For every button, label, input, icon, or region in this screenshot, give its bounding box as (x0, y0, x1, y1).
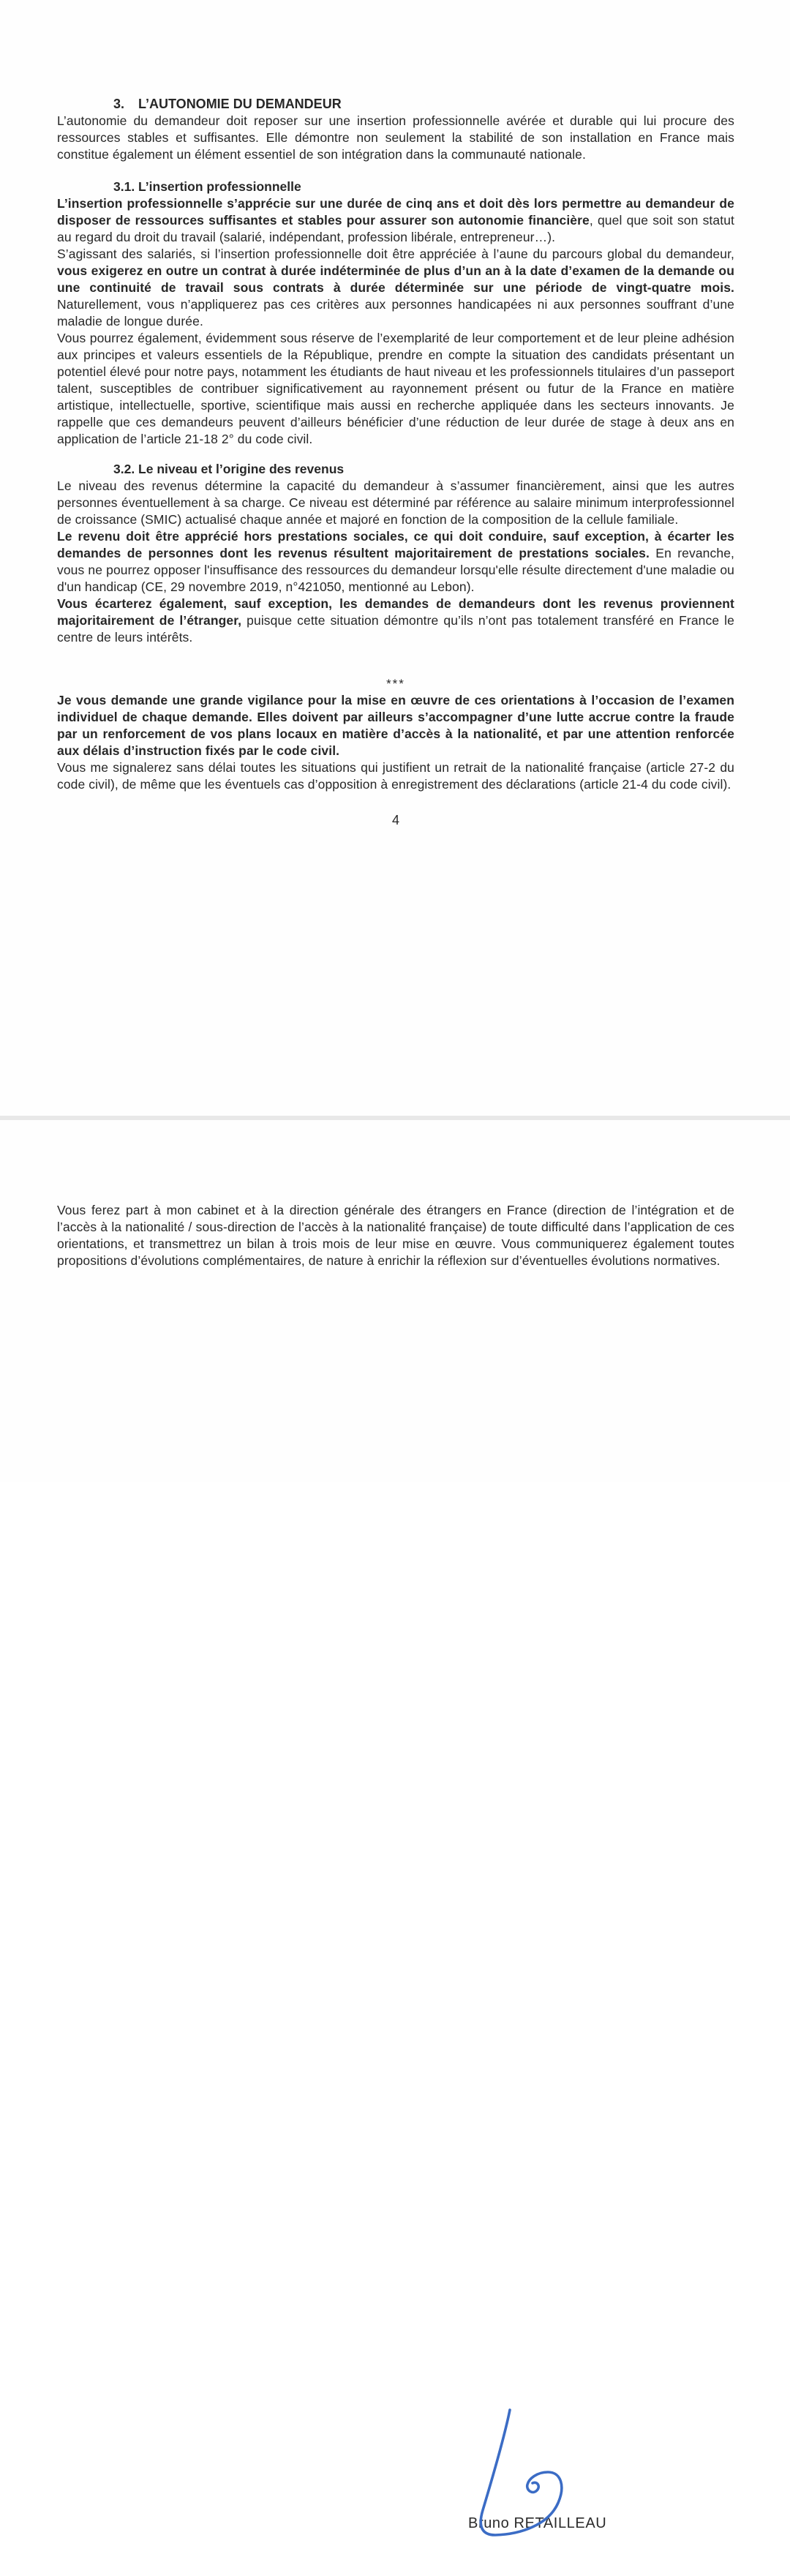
page-number: 4 (391, 813, 399, 827)
paragraph-salaries-contrat (57, 246, 734, 330)
paragraph-autonomie-intro: L’autonomie du demandeur doit reposer sur une insertion professionnelle avérée et durable qui lui procure des ressources stables et suffisantes. Elle démontre non seulement la stabilité de son installation en France mais constitue également un élément essentiel de son intégration dans la communauté nationale. (57, 113, 734, 162)
subsection-heading-3-2: 3.2. Le niveau et l’origine des revenus (113, 462, 345, 476)
signatory-name: Bruno RETAILLEAU (468, 2515, 607, 2531)
paragraph-revenus-etranger (57, 596, 734, 646)
paragraph-vigilance: Je vous demande une grande vigilance pour la mise en œuvre de ces orientations à l’occasion de l’examen individuel de chaque demande. Elles doivent par ailleurs s’accompagner d’une lutte accrue contre la fraude par un renforcement de vos plans locaux en matière d’accès à la nationalité, et par une attention renforcée aux délais d’instruction fixés par le code civil. (57, 693, 734, 758)
paragraph-insertion-professionnelle (57, 195, 734, 246)
subsection-heading-3-1: 3.1. L’insertion professionnelle (113, 179, 301, 194)
section-heading (57, 96, 734, 113)
paragraph-niveau-revenus: Le niveau des revenus détermine la capacité du demandeur à s’assumer financièrement, ainsi que les autres personnes éventuellement à sa charge. Ce niveau est déterminé par référence au salaire minimum interprofessionnel de croissance (SMIC) actualisé chaque année et majoré en fonction de la composition de la cellule familiale. (57, 478, 734, 527)
text-run: , quel que soit son statut au regard du droit du travail (salarié, indépendant, profession libérale, entrepreneur…). (57, 213, 734, 244)
signature-block (0, 2408, 790, 2576)
document-page-4 (0, 0, 790, 1116)
paragraph-potentiel-eleve: Vous pourrez également, évidemment sous réserve de l’exemplarité de leur comportement et de leur pleine adhésion aux principes et valeurs essentiels de la République, prendre en compte la situation des candidats présentant un potentiel élevé pour notre pays, notamment les étudiants de haut niveau et les professionnels titulaires d’un passeport talent, susceptibles de contribuer significativement au rayonnement présent ou futur de la France en matière artistique, intellectuelle, sportive, scientifique mais aussi en recherche appliquée dans les secteurs innovants. Je rappelle que ces demandeurs peuvent d’ailleurs bénéficier d’une réduction de leur durée de stage à deux ans en application de l’article 21-18 2° du code civil. (57, 331, 734, 446)
text-run: puisque cette situation démontre qu’ils n’ont pas totalement transféré en France le centre de leurs intérêts. (57, 613, 734, 645)
handwritten-signature-icon (439, 2408, 592, 2554)
text-run: Naturellement, vous n’appliquerez pas ces critères aux personnes handicapées ni aux personnes souffrant d’une maladie de longue durée. (57, 297, 734, 328)
bold-run: vous exigerez en outre un contrat à durée indéterminée de plus d’un an à la date d’examen de la demande ou une continuité de travail sous contrats à durée déterminée sur une période de vingt-quatre mois. (57, 263, 734, 295)
paragraph-prestations-sociales (57, 528, 734, 596)
paragraph-bilan-cabinet: Vous ferez part à mon cabinet et à la direction générale des étrangers en France (direction de l’intégration et de l’accès à la nationalité / sous-direction de l’accès à la nationalité française) de toute difficulté dans l’application de ces orientations, et transmettrez un bilan à trois mois de leur mise en œuvre. Vous communiquerez également toutes propositions d’évolutions complémentaires, de nature à enrichir la réflexion sur d’éventuelles évolutions normatives. (57, 1203, 734, 1268)
document-page-5-top (0, 1120, 790, 2531)
bold-run: Vous écarterez également, sauf exception, les demandes de demandeurs dont les revenus proviennent majoritairement de l’étranger, (57, 596, 734, 628)
text-run: En revanche, vous ne pourrez opposer l'insuffisance des ressources du demandeur lorsqu'elle résulte directement d'une maladie ou d'un handicap (CE, 29 novembre 2019, n°421050, mentionné au Lebon). (57, 546, 734, 594)
text-run: S’agissant des salariés, si l’insertion professionnelle doit être appréciée à l’aune du parcours global du demandeur, (57, 247, 734, 261)
section-number: 3. (113, 97, 125, 111)
bold-run: Le revenu doit être apprécié hors prestations sociales, ce qui doit conduire, sauf exception, à écarter les demandes de personnes dont les revenus résultent majoritairement de prestations sociales. (57, 529, 734, 560)
paragraph-signalement-retrait: Vous me signalerez sans délai toutes les situations qui justifient un retrait de la nationalité française (article 27-2 du code civil), de même que les éventuels cas d’opposition à enregistrement des déclarations (article 21-4 du code civil). (57, 760, 734, 792)
bold-run: L’insertion professionnelle s’apprécie sur une durée de cinq ans et doit dès lors permettre au demandeur de disposer de ressources suffisantes et stables pour assurer son autonomie financière (57, 196, 734, 228)
section-separator-stars: *** (386, 677, 405, 691)
section-title: L’AUTONOMIE DU DEMANDEUR (138, 97, 342, 111)
